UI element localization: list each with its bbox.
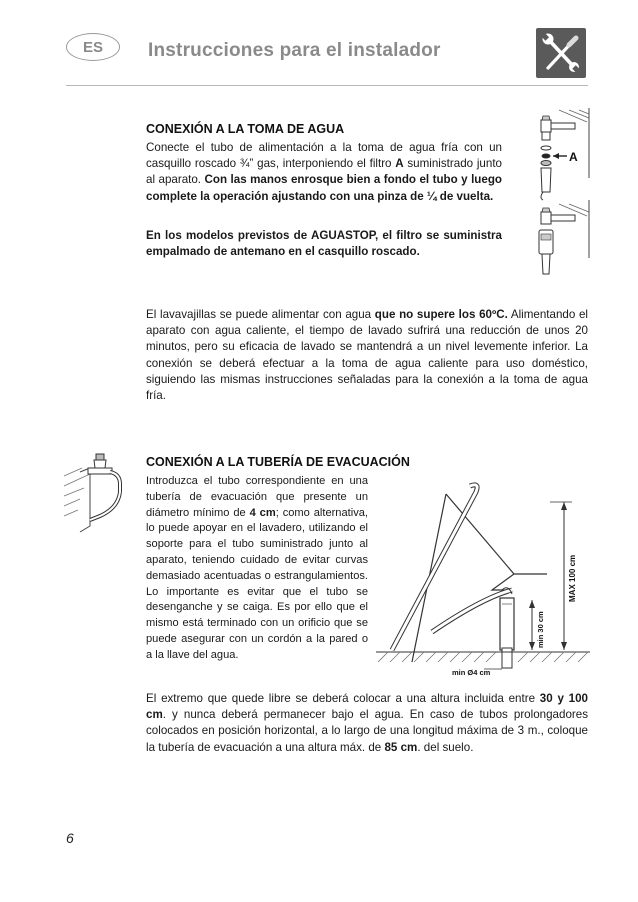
wrench-screwdriver-icon [536,28,586,78]
text-segment: . del suelo. [417,740,474,754]
text-segment: suministrado junto al aparato. [146,157,502,187]
drain-paragraph [146,474,368,664]
hot-water-paragraph [146,307,588,404]
text-segment: El lavavajillas se puede alimentar con agua [146,308,375,321]
text-segment-bold: Con las manos enrosque bien a fondo el tubo y luego complete la operación ajustando con una pinza de ¼ de vuelta. [146,173,503,203]
section-heading-water-inlet: CONEXIÓN A LA TOMA DE AGUA [146,122,345,136]
water-inlet-paragraph [146,140,502,205]
min-diameter-label: min Ø4 cm [452,668,491,677]
text-segment-bold: 4 cm [249,506,276,519]
text-segment: Alimentando el aparato con agua caliente, el tiempo de lavado sufrirá una reducción de unos 20 minutos, pero su eficacia de lavado se mantendrá a un nivel levemente inferior. La conexión se deberá efectuar a la toma de agua caliente para uso doméstico, siguiendo las mismas instrucciones señaladas para la conexión a la toma de agua fría. [146,308,588,403]
drain-height-paragraph [146,691,588,756]
text-segment: Introduzca el tubo correspondiente en una tubería de evacuación que presente un diámetro mínimo de [146,475,368,519]
language-code: ES [82,38,103,56]
text-segment-bold: 30 y 100 cm [146,692,588,722]
text-segment: ; como alternativa, lo puede apoyar en el lavadero, utilizando el soporte para el tubo suministrado junto al aparato, teniendo cuidado de evitar curvas demasiado acentuadas o estrangulamientos. Lo importante es evitar que el tubo se desenganche y se caiga. Es por ello que el mismo está terminado con un orificio que se puede asegurar con un cordón a la pared o a la llave del agua. [146,506,368,661]
filter-label: A [569,150,578,164]
header-divider [66,85,588,86]
sink-tap-hose-illustration [60,446,142,546]
text-segment: . y nunca deberá permanecer bajo el agua. En caso de tubos prolongadores colocados en posición horizontal, a lo largo de una longitud máxima de 3 m., coloque la tubería de evacuación a una altura máx. de [146,708,588,754]
aguastop-paragraph: En los modelos previstos de AGUASTOP, el filtro se suministra empalmado de antemano en el casquillo roscado. [146,229,502,259]
language-badge [66,33,120,61]
water-tap-filter-illustration [517,108,592,280]
max-height-label: MAX 100 cm [568,554,577,602]
text-segment: Conecte el tubo de alimentación a la toma de agua fría con un casquillo roscado ¾” gas, interponiendo el filtro [146,141,502,171]
section-heading-drain: CONEXIÓN A LA TUBERÍA DE EVACUACIÓN [146,455,410,469]
page-number: 6 [66,830,74,846]
text-segment-bold: A [395,157,404,171]
text-segment-bold: 85 cm [384,740,418,754]
drain-height-diagram [372,472,592,682]
page-header-title: Instrucciones para el instalador [148,40,441,61]
text-segment: El extremo que quede libre se deberá colocar a una altura incluida entre [146,692,540,705]
min-height-label: min 30 cm [536,611,545,648]
text-segment-bold: que no supere los 60ºC. [374,308,508,321]
